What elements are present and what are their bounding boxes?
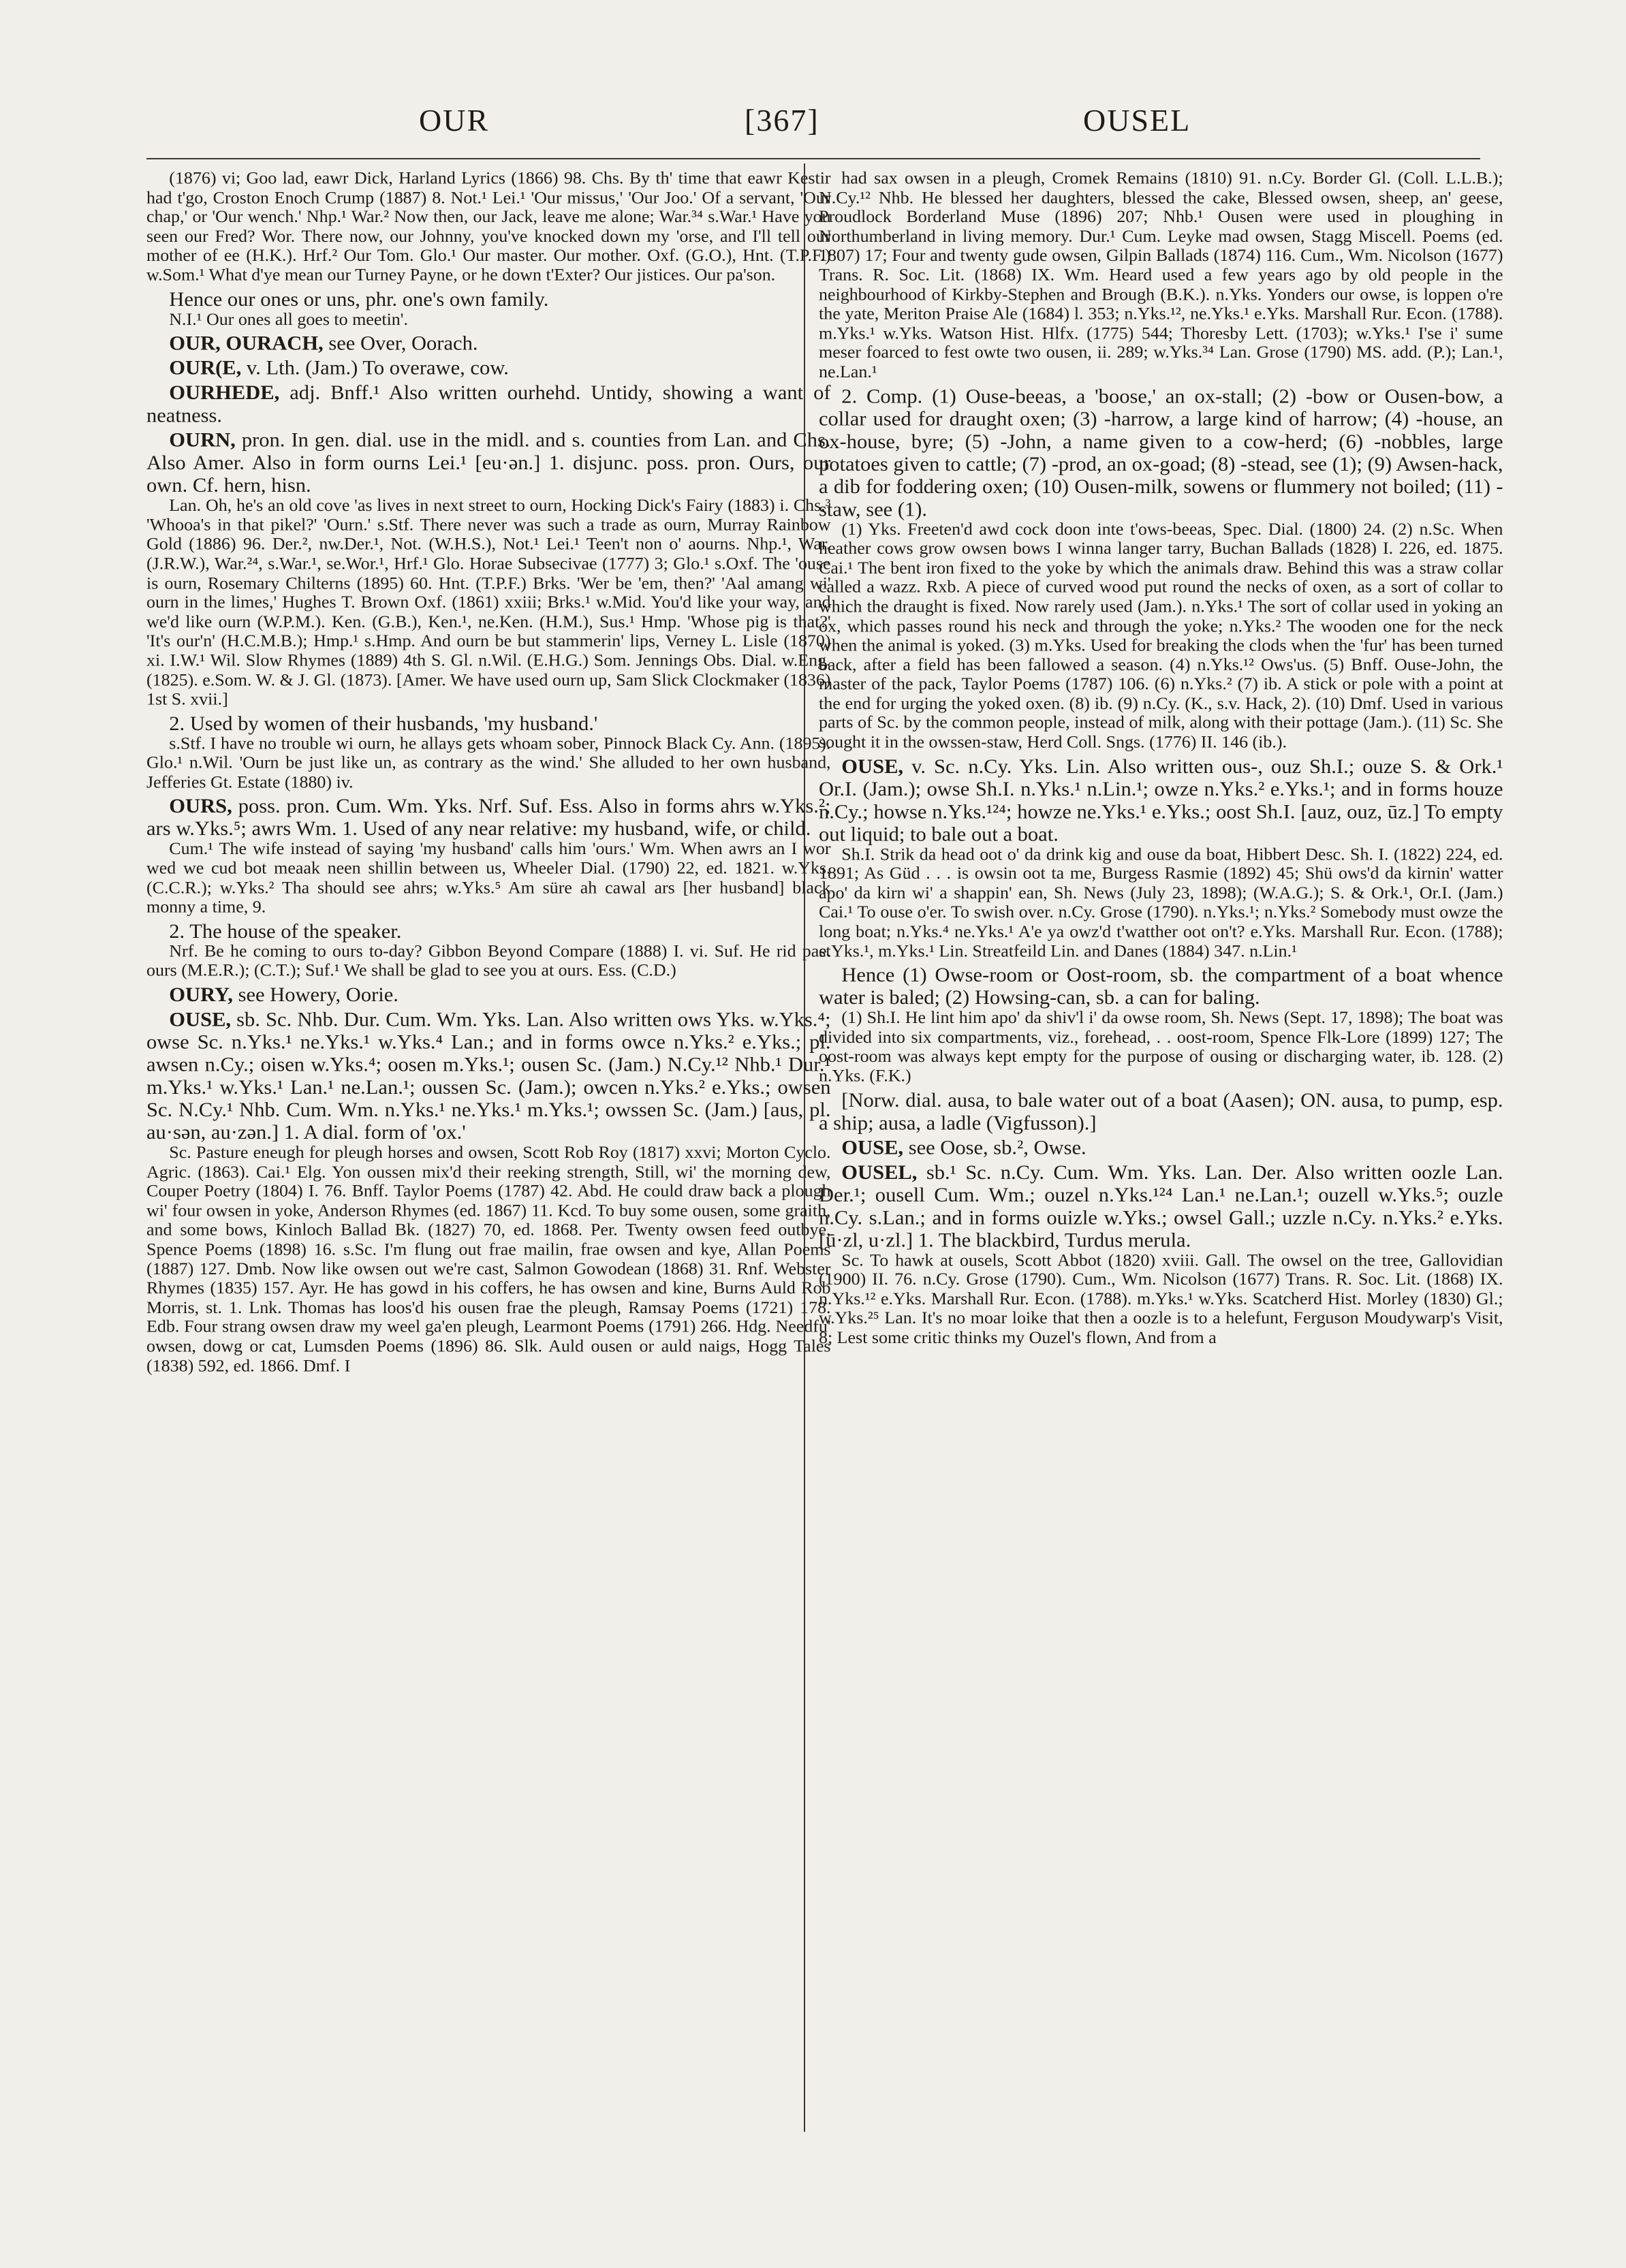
entry-text: sb.¹ Sc. n.Cy. Cum. Wm. Yks. Lan. Der. Also written oozle Lan. Der.¹; ousell Cum. Wm.; ouzel n.Yks.¹²⁴ Lan.¹ ne.Lan.¹; ouzell w.Yks.⁵; ouzle n.Cy. s.Lan.; and in forms ouizle w.Yks.; owsel Gall.; uzzle n.Cy. n.Yks.² e.Yks. [ū·zl, u·zl.] 1. The blackbird, Turdus merula. [819,1160,1503,1251]
right-column [819,169,1503,2268]
entry-text: Lan. Oh, he's an old cove 'as lives in next street to ourn, Hocking Dick's Fairy (1883) i. Chs.³ 'Whooa's in that pikel?' 'Ourn.' s.Stf. There never was such a trade as ourn, Murray Rainbow Gold (1886) 96. Der.², nw.Der.¹, Not. (W.H.S.), Not.¹ Lei.¹ Teen't non o' aourns. Nhp.¹, War. (J.R.W.), War.²⁴, s.War.¹, se.Wor.¹, Hrf.¹ Glo. Horae Subsecivae (1777) 3; Glo.¹ s.Oxf. The 'ouse is ourn, Rosemary Chilterns (1895) 60. Hnt. (T.P.F.) Brks. 'Wer be 'em, then?' 'Aal amang wi' ourn in the limes,' Hughes T. Brown Oxf. (1861) xxiii; Brks.¹ w.Mid. You'd like your way, and we'd like ourn (W.P.M.). Ken. (G.B.), Ken.¹, ne.Ken. (H.M.), Sus.¹ Hmp. 'Whose pig is that?' 'It's our'n' (H.C.M.B.); Hmp.¹ s.Hmp. And ourn be but stammerin' lips, Verney L. Lisle (1870) xi. I.W.¹ Wil. Slow Rhymes (1889) 4th S. Gl. n.Wil. (E.H.G.) Som. Jennings Obs. Dial. w.Eng. (1825). e.Som. W. & J. Gl. (1873). [Amer. We have used ourn up, Sam Slick Clockmaker (1836) 1st S. xvii.] [146,496,831,709]
headword: OURN, [169,428,236,452]
entry-text: Nrf. Be he coming to ours to-day? Gibbon Beyond Compare (1888) I. vi. Suf. He rid past ours (M.E.R.); (C.T.); Suf.¹ We shall be glad to see you at ours. Ess. (C.D.) [146,942,831,981]
quotation-block [819,520,1503,752]
quotation-block [819,845,1503,962]
headword: OUSE, [841,1135,904,1159]
entry-paragraph [146,983,831,1005]
header-rule [146,158,1480,159]
quotation-block [146,734,831,792]
entry-text: pron. In gen. dial. use in the midl. and s. counties from Lan. and Chs. Also Amer. Also in form ourns Lei.¹ [eu·ən.] 1. disjunc. poss. pron. Ours, our own. Cf. hern, hisn. [146,428,831,497]
entry-paragraph [819,384,1503,520]
entry-text: 2. Used by women of their husbands, 'my husband.' [169,711,598,734]
entry-text: Sh.I. Strik da head oot o' da drink kig and ouse da boat, Hibbert Desc. Sh. I. (1822) 224, ed. 1891; As Güd . . . is owsin oot ta me, Burgess Rasmie (1892) 45; Shü ows'd da kirnin' watter apo' da kirn wi' a shappin' ean, Sh. News (July 23, 1898); (W.A.G.); S. & Ork.¹, Or.I. (Jam.) Cai.¹ To ouse o'er. To swish over. n.Cy. Grose (1790). n.Yks.¹; n.Yks.² Somebody must owze the long boat; n.Yks.⁴ ne.Yks.¹ A'e ya owz'd t'watther oot on't? e.Yks. Marshall Rur. Econ. (1788); e.Yks.¹, m.Yks.¹ Lin. Streatfeild Lin. and Danes (1884) 347. n.Lin.¹ [819,845,1503,961]
left-column [146,169,831,2268]
entry-paragraph [819,755,1503,845]
quotation-block [146,310,831,329]
entry-text: poss. pron. Cum. Wm. Yks. Nrf. Suf. Ess. Also in forms ahrs w.Yks.²; ars w.Yks.⁵; awrs Wm. 1. Used of any near relative: my husband, wife, or child. [146,794,831,840]
page-number: [367] [745,103,819,138]
entry-paragraph [146,795,831,840]
headword: OURHEDE, [169,381,280,404]
entry-text: v. Lth. (Jam.) To overawe, cow. [241,356,509,379]
entry-text: Hence our ones or uns, phr. one's own family. [169,287,549,311]
entry-paragraph [146,919,831,942]
quotation-block [146,169,831,285]
entry-text: see Oose, sb.², Owse. [903,1135,1086,1159]
entry-text: Cum.¹ The wife instead of saying 'my husband' calls him 'ours.' Wm. When awrs an I wor wed we cud bot meaak neen shillin between us, Wheeler Dial. (1790) 22, ed. 1821. w.Yks. (C.C.R.); w.Yks.² Tha should see ahrs; w.Yks.⁵ Am süre ah cawal ars [her husband] black monny a time, 9. [146,839,831,917]
headword: OUR, OURACH, [169,331,324,354]
entry-text: 2. Comp. (1) Ouse-beeas, a 'boose,' an ox-stall; (2) -bow or Ousen-bow, a collar used for draught oxen; (3) -harrow, a large kind of harrow; (4) -house, an ox-house, byre; (5) -John, a name given to a cow-herd; (6) -nobbles, large potatoes given to cattle; (7) -prod, an ox-goad; (8) -stead, see (1); (9) Awsen-hack, a dib for foddering oxen; (10) Ousen-milk, sowens or flummery not boiled; (11) -staw, see (1). [819,384,1503,520]
entry-text: Sc. To hawk at ousels, Scott Abbot (1820) xviii. Gall. The owsel on the tree, Gallovidian (1900) II. 76. n.Cy. Grose (1790). Cum., Wm. Nicolson (1677) Trans. R. Soc. Lit. (1868) IX. n.Yks.¹² e.Yks. Marshall Rur. Econ. (1788). m.Yks.¹ w.Yks. Scatcherd Hist. Morley (1830) Gl.; w.Yks.²⁵ Lan. It's no moar loike that then a oozle is to a helefunt, Ferguson Moudywarp's Visit, 8; Lest some critic thinks my Ouzel's flown, And from a [819,1250,1503,1348]
running-header [146,102,1480,150]
headword: OUR(E, [169,356,242,379]
entry-paragraph [146,332,831,354]
header-right-word: OUSEL [1083,103,1191,138]
entry-text: Sc. Pasture eneugh for pleugh horses and owsen, Scott Rob Roy (1817) xxvi; Morton Cyclo. Agric. (1863). Cai.¹ Elg. Yon oussen mix'd their reeking strength, Still, wi' the morning dew, Couper Poetry (1804) I. 76. Bnff. Taylor Poems (1787) 42. Abd. He could draw back a plough wi' four owsen in yoke, Anderson Rhymes (ed. 1867) 11. Kcd. To buy some ousen, some graith, and some bows, Kinloch Ballad Bk. (1827) 70, ed. 1868. Per. Twenty owsen feed outbye, Spence Poems (1898) 16. s.Sc. I'm flung out frae mailin, frae owsen and kye, Allan Poems (1887) 127. Dmb. Now like owsen out we're cast, Salmon Gowodean (1868) 31. Rnf. Webster Rhymes (1835) 157. Ayr. He has gowd in his coffers, he has owsen and kine, Burns Auld Rob Morris, st. 1. Lnk. Thomas has loos'd his ousen frae the pleugh, Ramsay Poems (1721) 178. Edb. Four strang owsen draw my weel ga'en pleugh, Learmont Poems (1791) 266. Hdg. Needfu' owsen, dowg or cat, Lumsden Poems (1896) 86. Slk. Auld ousen or auld naigs, Hogg Tales (1838) 592, ed. 1866. Dmf. I [146,1143,831,1376]
entry-text: had sax owsen in a pleugh, Cromek Remains (1810) 91. n.Cy. Border Gl. (Coll. L.L.B.); N.Cy.¹² Nhb. He blessed her daughters, blessed the cake, Blessed owsen, sheep, an' geese, Proudlock Borderland Muse (1896) 207; Nhb.¹ Ousen were used in ploughing in Northumberland in living memory. Dur.¹ Cum. Leyke mad owsen, Stagg Miscell. Poems (ed. 1807) 17; Four and twenty gude owsen, Gilpin Ballads (1874) 116. Cum., Wm. Nicolson (1677) Trans. R. Soc. Lit. (1868) IX. Wm. Heard used a few years ago by old people in the neighbourhood of Kirkby-Stephen and Brough (B.K.). n.Yks. Yonders our owse, is loppen o're the yate, Meriton Praise Ale (1684) l. 353; n.Yks.¹², ne.Yks.¹ e.Yks. Marshall Rur. Econ. (1788). m.Yks.¹ w.Yks. Watson Hist. Hlfx. (1775) 544; Thoresby Lett. (1703); w.Yks.¹ I'se i' sume meser foarced to fest owte two ousen, ii. 289; w.Yks.³⁴ Lan. Grose (1790) MS. add. (P.); Lan.¹, ne.Lan.¹ [819,169,1503,382]
quotation-block [819,1251,1503,1348]
entry-paragraph [819,964,1503,1009]
headword: OURY, [169,983,233,1006]
entry-text: N.I.¹ Our ones all goes to meetin'. [169,310,408,329]
entry-paragraph [146,428,831,497]
entry-paragraph [819,1135,1503,1158]
header-left-word: OUR [419,103,490,138]
entry-paragraph [146,381,831,426]
quotation-block [146,840,831,917]
entry-paragraph [146,356,831,379]
entry-text: (1876) vi; Goo lad, eawr Dick, Harland Lyrics (1866) 98. Chs. By th' time that eawr Kestir had t'go, Croston Enoch Crump (1887) 8. Not.¹ Lei.¹ 'Our missus,' 'Our Joo.' Of a servant, 'Our chap,' or 'Our wench.' Nhp.¹ War.² Now then, our Jack, leave me alone; War.³⁴ s.War.¹ Have you seen our Fred? Wor. There now, our Johnny, you've knocked down my 'orse, and I'll tell our mother of ee (H.K.). Hrf.² Our Tom. Glo.¹ Our master. Our mother. Oxf. (G.O.), Hnt. (T.P.F.) w.Som.¹ What d'ye mean our Turney Payne, or he down t'Exter? Our jistices. Our pa'son. [146,169,831,285]
entry-text: (1) Yks. Freeten'd awd cock doon inte t'ows-beeas, Spec. Dial. (1800) 24. (2) n.Sc. When heather cows grow owsen bows I winna langer tarry, Buchan Ballads (1828) I. 226, ed. 1875. Cai.¹ The bent iron fixed to the yoke by which the animals draw. Behind this was a straw collar called a wazz. Rxb. A piece of curved wood put round the necks of oxen, as a sort of collar to which the draught is fixed. Now rarely used (Jam.). n.Yks.¹ The sort of collar used in yoking an ox, which passes round his neck and through the yoke; n.Yks.² The wooden one for the neck when the animal is yoked. (3) m.Yks. Used for breaking the clods when the 'fur' has been turned back, after a field has been fallowed a season. (4) n.Yks.¹² Ows'us. (5) Bnff. Ouse-John, the master of the pack, Taylor Poems (1787) 106. (6) n.Yks.² (7) ib. A stick or pole with a point at the end for urging the yoked oxen. (8) ib. (9) n.Cy. (K., s.v. Hack, 2). (10) Dmf. Used in various parts of Sc. by the common people, instead of milk, along with their pottage (Jam.). (11) Sc. She sought it in the owssen-staw, Herd Coll. Sngs. (1776) II. 146 (ib.). [819,520,1503,753]
entry-text: adj. Bnff.¹ Also written ourhehd. Untidy, showing a want of neatness. [146,381,831,426]
quotation-block [146,942,831,981]
entry-text: v. Sc. n.Cy. Yks. Lin. Also written ous-, ouz Sh.I.; ouze S. & Ork.¹ Or.I. (Jam.); owse Sh.I. n.Yks.¹ n.Lin.¹; owze n.Yks.² e.Yks.¹; and in forms houze n.Cy.; howse n.Yks.¹²⁴; howze ne.Yks.¹ e.Yks.; oost Sh.I. [auz, ouz, ūz.] To empty out liquid; to bale out a boat. [819,754,1503,845]
quotation-block [819,169,1503,382]
entry-text: (1) Sh.I. He lint him apo' da shiv'l i' da owse room, Sh. News (Sept. 17, 1898); The boat was divided into six compartments, viz., forehead, . . oost-room, Spence Flk-Lore (1899) 127; The oost-room was always kept empty for the purpose of ousing or discharging water, ib. 128. (2) n.Yks. (F.K.) [819,1008,1503,1086]
headword: OUSE, [841,754,904,778]
entry-text: s.Stf. I have no trouble wi ourn, he allays gets whoam sober, Pinnock Black Cy. Ann. (1895). Glo.¹ n.Wil. 'Ourn be just like un, as contrary as the wind.' She alluded to her own husband, Jefferies Gt. Estate (1880) iv. [146,734,831,792]
entry-paragraph [146,1008,831,1144]
headword: OUSE, [169,1007,232,1030]
entry-text: [Norw. dial. ausa, to bale water out of a boat (Aasen); ON. ausa, to pump, esp. a ship; ausa, a ladle (Vigfusson).] [819,1088,1503,1134]
entry-text: 2. The house of the speaker. [169,919,402,943]
entry-paragraph [146,712,831,734]
quotation-block [146,1144,831,1376]
entry-text: see Over, Oorach. [323,331,478,354]
entry-text: Hence (1) Owse-room or Oost-room, sb. the compartment of a boat whence water is baled; (2) Howsing-can, sb. a can for baling. [819,963,1503,1009]
entry-text: see Howery, Oorie. [232,983,398,1006]
quotation-block [146,497,831,710]
entry-paragraph [819,1161,1503,1251]
entry-text: sb. Sc. Nhb. Dur. Cum. Wm. Yks. Lan. Also written ows Yks. w.Yks.⁴; owse Sc. n.Yks.¹ ne.Yks.¹ w.Yks.⁴ Lan.; and in forms owce n.Yks.² e.Yks.; pl. awsen n.Cy.; oisen w.Yks.⁴; oosen m.Yks.¹; ousen Sc. (Jam.) N.Cy.¹² Nhb.¹ Dur.¹ m.Yks.¹ w.Yks.¹ Lan.¹ ne.Lan.¹; oussen Sc. (Jam.); owcen n.Yks.² e.Yks.; owsen Sc. N.Cy.¹ Nhb. Cum. Wm. n.Yks.¹ ne.Yks.¹ m.Yks.¹; owssen Sc. (Jam.) [aus, pl. au·sən, au·zən.] 1. A dial. form of 'ox.' [146,1007,831,1144]
entry-paragraph [819,1088,1503,1133]
quotation-block [819,1009,1503,1086]
entry-paragraph [146,287,831,310]
headword: OUSEL, [841,1160,918,1184]
headword: OURS, [169,794,232,817]
